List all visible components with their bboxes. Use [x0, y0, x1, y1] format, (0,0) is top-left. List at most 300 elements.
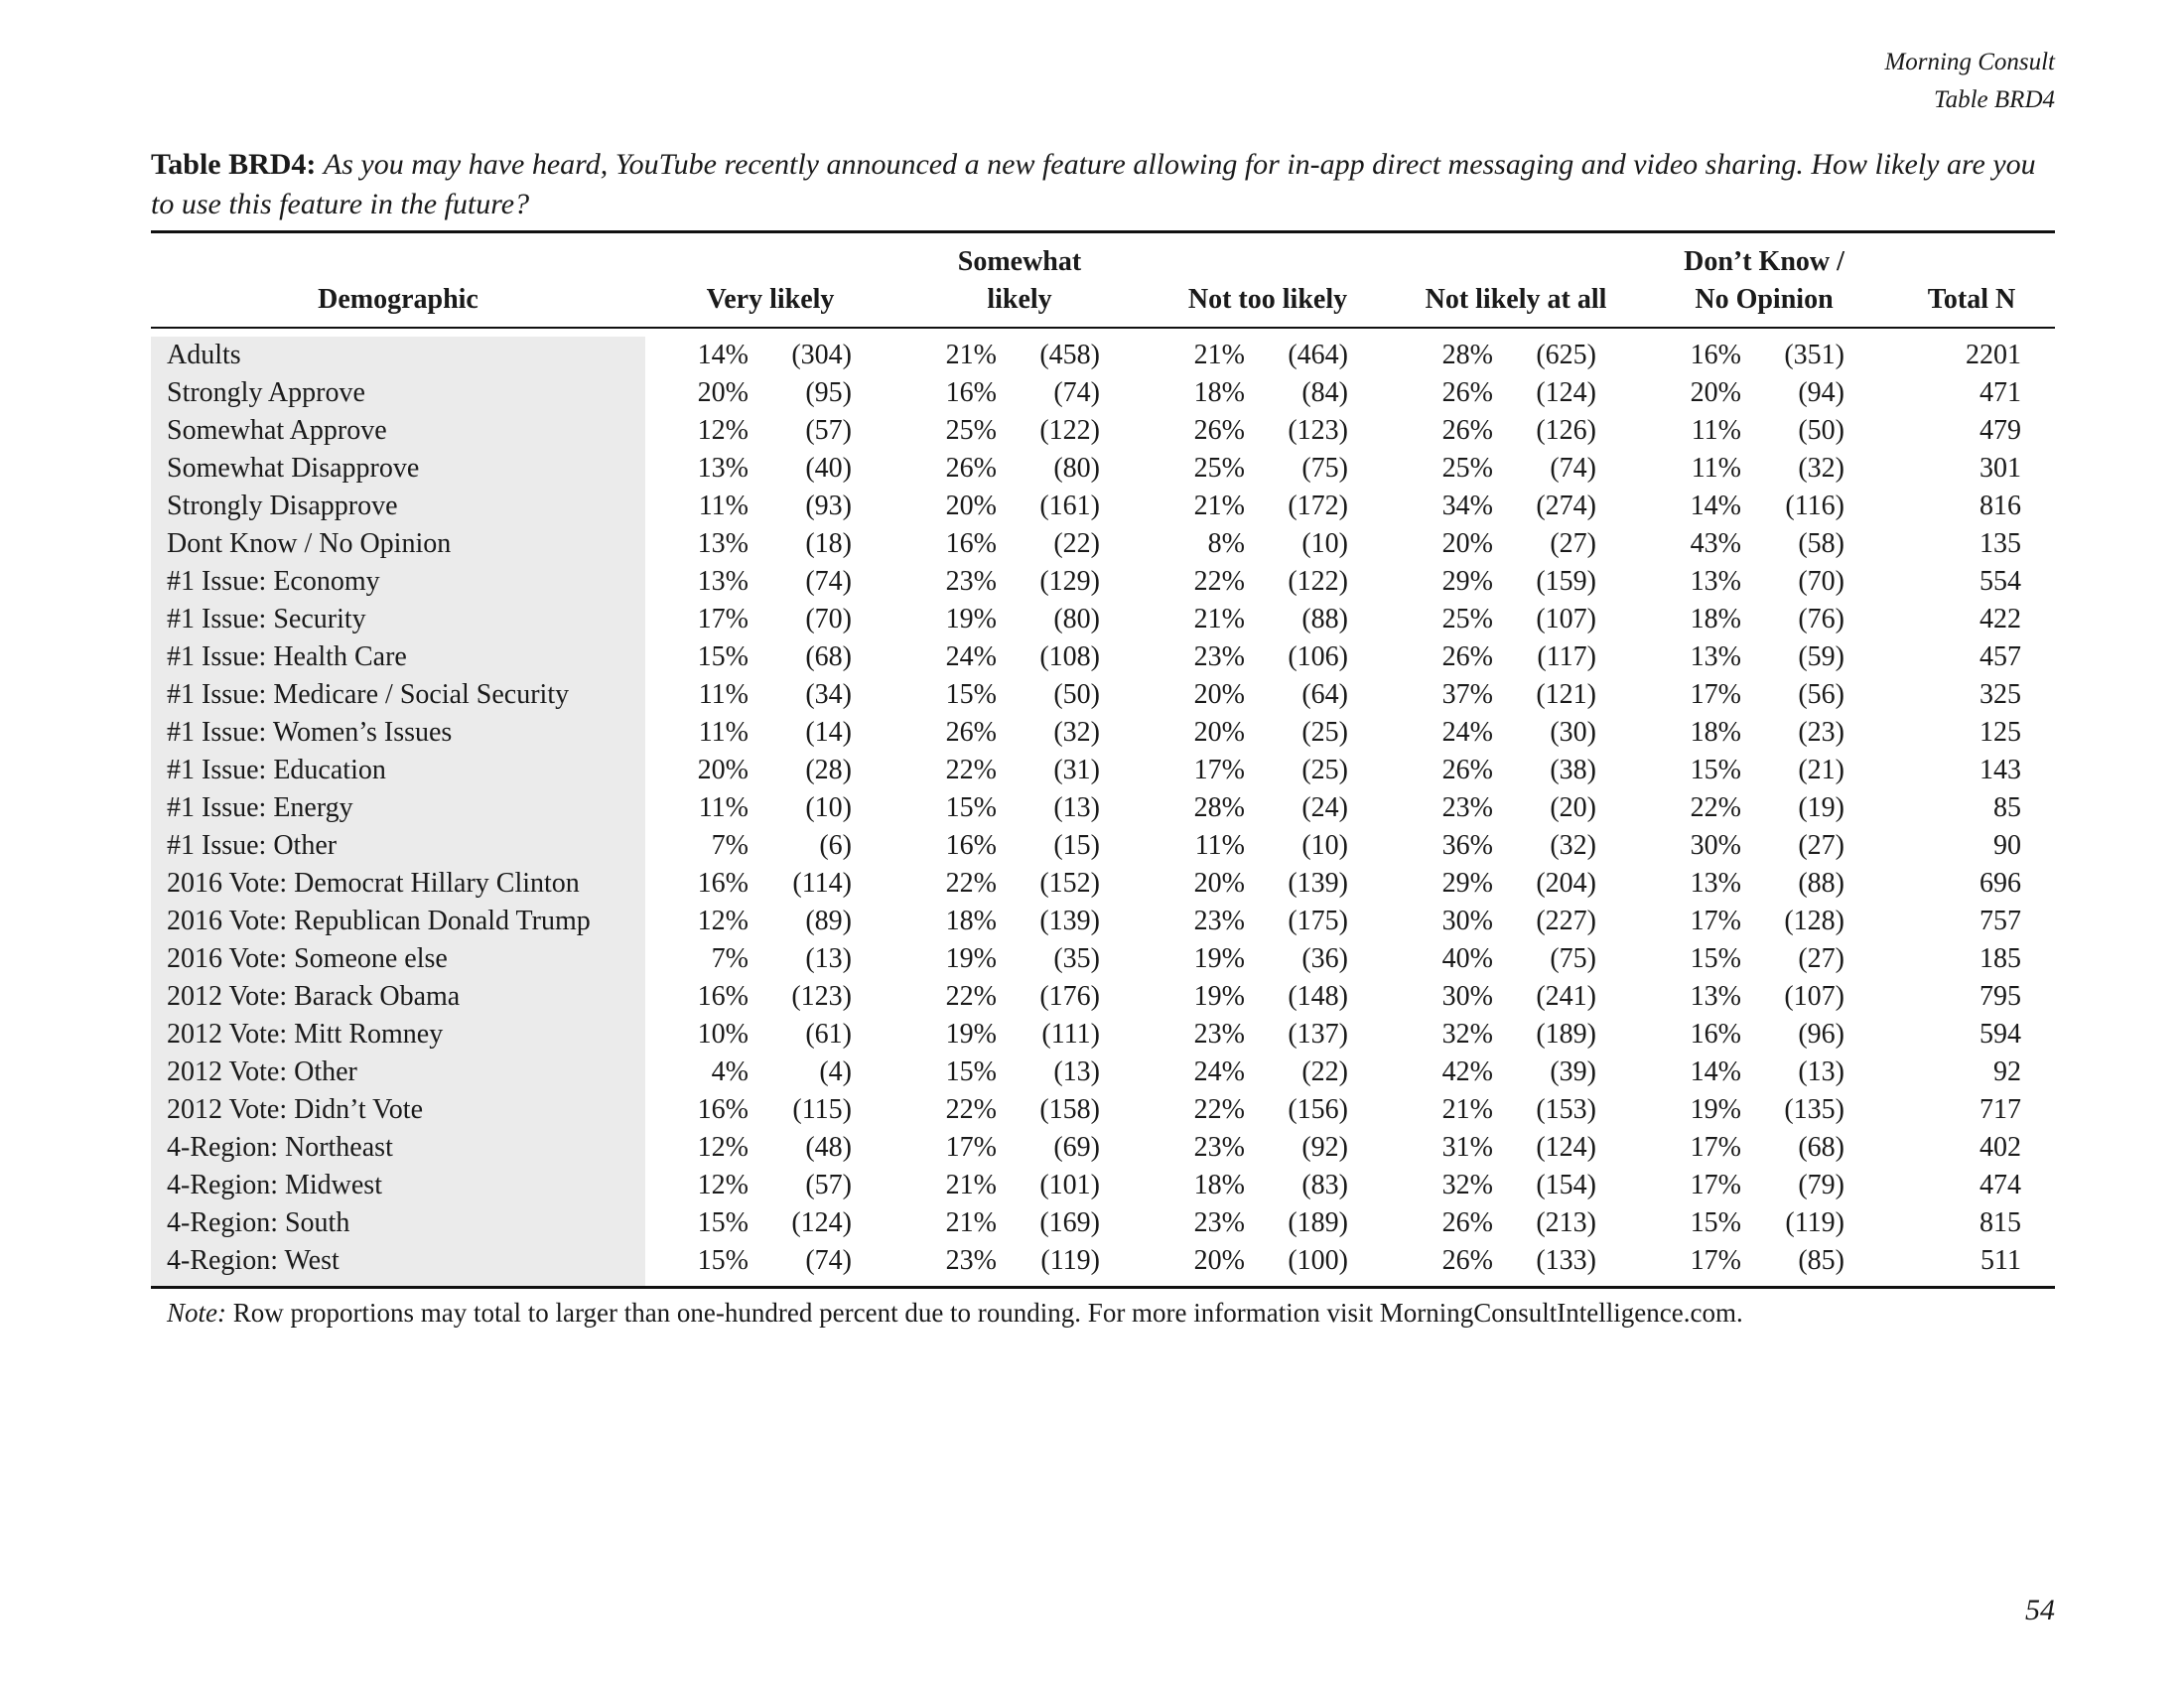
cell-not-too-likely-n: (25)	[1301, 755, 1348, 785]
row-demographic: #1 Issue: Women’s Issues	[151, 714, 645, 752]
cell-dont-know-n: (19)	[1798, 792, 1844, 823]
cell-dont-know-n: (32)	[1798, 453, 1844, 484]
cell-total-n: 594	[1979, 1019, 2021, 1050]
row-demographic: #1 Issue: Other	[151, 827, 645, 865]
cell-dont-know-pct: 15%	[1690, 943, 1741, 974]
cell-not-likely-at-all-n: (27)	[1550, 528, 1596, 559]
cell-not-too-likely-n: (84)	[1301, 377, 1348, 408]
cell-total-n: 135	[1979, 528, 2021, 559]
cell-dont-know-pct: 13%	[1690, 641, 1741, 672]
cell-dont-know-n: (88)	[1798, 868, 1844, 899]
cell-not-likely-at-all-n: (241)	[1536, 981, 1596, 1012]
cell-dont-know-pct: 17%	[1690, 1170, 1741, 1200]
header-table-id: Table BRD4	[1934, 86, 2055, 113]
table-row	[151, 488, 2055, 525]
cell-somewhat-likely-pct: 21%	[945, 340, 997, 370]
cell-not-too-likely-n: (88)	[1301, 604, 1348, 634]
cell-not-too-likely-n: (139)	[1288, 868, 1348, 899]
cell-somewhat-likely-n: (50)	[1053, 679, 1100, 710]
cell-not-likely-at-all-n: (133)	[1536, 1245, 1596, 1276]
cell-somewhat-likely-pct: 26%	[945, 717, 997, 748]
cell-somewhat-likely-n: (111)	[1041, 1019, 1100, 1050]
cell-not-too-likely-pct: 23%	[1193, 1207, 1245, 1238]
table-row	[151, 1204, 2055, 1242]
cell-very-likely-pct: 12%	[697, 415, 749, 446]
cell-dont-know-pct: 15%	[1690, 755, 1741, 785]
row-demographic: 2012 Vote: Other	[151, 1054, 645, 1091]
cell-very-likely-pct: 11%	[698, 792, 749, 823]
cell-dont-know-pct: 17%	[1690, 1245, 1741, 1276]
col-header-demographic: Demographic	[151, 239, 645, 328]
cell-not-likely-at-all-n: (39)	[1550, 1056, 1596, 1087]
cell-not-too-likely-n: (100)	[1288, 1245, 1348, 1276]
table-row	[151, 525, 2055, 563]
table-row	[151, 563, 2055, 601]
cell-somewhat-likely-pct: 21%	[945, 1170, 997, 1200]
cell-total-n: 479	[1979, 415, 2021, 446]
row-demographic: Adults	[151, 337, 645, 374]
cell-very-likely-pct: 7%	[711, 830, 749, 861]
cell-dont-know-n: (116)	[1785, 491, 1844, 521]
cell-dont-know-pct: 13%	[1690, 566, 1741, 597]
cell-very-likely-n: (4)	[819, 1056, 852, 1087]
cell-not-likely-at-all-n: (153)	[1536, 1094, 1596, 1125]
cell-dont-know-pct: 14%	[1690, 1056, 1741, 1087]
cell-dont-know-n: (94)	[1798, 377, 1844, 408]
cell-somewhat-likely-n: (32)	[1053, 717, 1100, 748]
cell-not-too-likely-pct: 21%	[1193, 340, 1245, 370]
cell-dont-know-n: (107)	[1784, 981, 1844, 1012]
row-demographic: #1 Issue: Energy	[151, 789, 645, 827]
cell-somewhat-likely-pct: 18%	[945, 906, 997, 936]
table-row	[151, 337, 2055, 374]
cell-not-too-likely-pct: 23%	[1193, 1019, 1245, 1050]
page-number: 54	[2025, 1594, 2055, 1626]
cell-dont-know-pct: 16%	[1690, 1019, 1741, 1050]
row-demographic: #1 Issue: Economy	[151, 563, 645, 601]
cell-total-n: 757	[1979, 906, 2021, 936]
cell-not-likely-at-all-pct: 26%	[1441, 377, 1493, 408]
cell-somewhat-likely-pct: 23%	[945, 1245, 997, 1276]
cell-not-too-likely-pct: 23%	[1193, 1132, 1245, 1163]
cell-not-too-likely-n: (10)	[1301, 830, 1348, 861]
cell-very-likely-n: (115)	[792, 1094, 852, 1125]
cell-somewhat-likely-n: (108)	[1039, 641, 1100, 672]
cell-somewhat-likely-n: (80)	[1053, 604, 1100, 634]
cell-not-likely-at-all-pct: 32%	[1441, 1170, 1493, 1200]
cell-very-likely-n: (10)	[805, 792, 852, 823]
col-header-not-likely-at-all: Not likely at all	[1392, 239, 1640, 328]
cell-somewhat-likely-pct: 23%	[945, 566, 997, 597]
cell-somewhat-likely-n: (31)	[1053, 755, 1100, 785]
cell-very-likely-pct: 14%	[697, 340, 749, 370]
cell-very-likely-n: (95)	[805, 377, 852, 408]
cell-not-likely-at-all-n: (126)	[1536, 415, 1596, 446]
cell-not-likely-at-all-n: (107)	[1536, 604, 1596, 634]
cell-dont-know-n: (59)	[1798, 641, 1844, 672]
cell-somewhat-likely-n: (139)	[1039, 906, 1100, 936]
cell-very-likely-n: (114)	[792, 868, 852, 899]
cell-not-likely-at-all-n: (213)	[1536, 1207, 1596, 1238]
cell-not-too-likely-pct: 8%	[1207, 528, 1245, 559]
cell-not-too-likely-n: (123)	[1288, 415, 1348, 446]
cell-not-likely-at-all-n: (20)	[1550, 792, 1596, 823]
cell-somewhat-likely-n: (122)	[1039, 415, 1100, 446]
cell-not-too-likely-n: (75)	[1301, 453, 1348, 484]
cell-dont-know-pct: 30%	[1690, 830, 1741, 861]
row-demographic: Strongly Disapprove	[151, 488, 645, 525]
cell-not-too-likely-n: (189)	[1288, 1207, 1348, 1238]
cell-very-likely-n: (74)	[805, 1245, 852, 1276]
cell-not-too-likely-pct: 20%	[1193, 1245, 1245, 1276]
cell-very-likely-n: (18)	[805, 528, 852, 559]
cell-not-too-likely-pct: 28%	[1193, 792, 1245, 823]
cell-very-likely-pct: 10%	[697, 1019, 749, 1050]
table-row	[151, 601, 2055, 638]
cell-dont-know-n: (56)	[1798, 679, 1844, 710]
cell-somewhat-likely-n: (176)	[1039, 981, 1100, 1012]
row-demographic: 4-Region: Northeast	[151, 1129, 645, 1167]
caption-question: As you may have heard, YouTube recently announced a new feature allowing for in-app direct messaging and video sharing. How likely are you to use this feature in the future?	[151, 148, 2036, 220]
cell-total-n: 554	[1979, 566, 2021, 597]
cell-not-likely-at-all-n: (74)	[1550, 453, 1596, 484]
cell-not-too-likely-n: (137)	[1288, 1019, 1348, 1050]
cell-not-likely-at-all-pct: 40%	[1441, 943, 1493, 974]
table-row	[151, 752, 2055, 789]
cell-not-too-likely-pct: 22%	[1193, 1094, 1245, 1125]
cell-not-too-likely-pct: 19%	[1193, 981, 1245, 1012]
row-demographic: 4-Region: West	[151, 1242, 645, 1288]
table-row	[151, 638, 2055, 676]
cell-somewhat-likely-n: (152)	[1039, 868, 1100, 899]
row-demographic: 2012 Vote: Didn’t Vote	[151, 1091, 645, 1129]
col-header-somewhat-likely	[895, 239, 1144, 328]
cell-very-likely-n: (68)	[805, 641, 852, 672]
cell-somewhat-likely-n: (15)	[1053, 830, 1100, 861]
table-row	[151, 450, 2055, 488]
row-demographic: 2012 Vote: Mitt Romney	[151, 1016, 645, 1054]
col-header-somewhat-likely-line1: Somewhat	[957, 246, 1082, 277]
cell-not-too-likely-pct: 18%	[1193, 377, 1245, 408]
cell-somewhat-likely-pct: 24%	[945, 641, 997, 672]
cell-very-likely-pct: 15%	[697, 641, 749, 672]
cell-somewhat-likely-n: (169)	[1039, 1207, 1100, 1238]
table-body	[151, 328, 2055, 1288]
cell-somewhat-likely-pct: 22%	[945, 868, 997, 899]
cell-total-n: 402	[1979, 1132, 2021, 1163]
cell-somewhat-likely-n: (458)	[1039, 340, 1100, 370]
cell-not-too-likely-n: (148)	[1288, 981, 1348, 1012]
row-demographic: Strongly Approve	[151, 374, 645, 412]
note-label: Note:	[167, 1298, 226, 1328]
cell-somewhat-likely-n: (161)	[1039, 491, 1100, 521]
cell-somewhat-likely-n: (158)	[1039, 1094, 1100, 1125]
cell-somewhat-likely-n: (119)	[1040, 1245, 1100, 1276]
table-row	[151, 1167, 2055, 1204]
cell-somewhat-likely-n: (13)	[1053, 792, 1100, 823]
cell-dont-know-n: (96)	[1798, 1019, 1844, 1050]
cell-not-likely-at-all-pct: 30%	[1441, 981, 1493, 1012]
cell-not-too-likely-n: (122)	[1288, 566, 1348, 597]
table-row	[151, 865, 2055, 903]
cell-not-likely-at-all-n: (30)	[1550, 717, 1596, 748]
crosstab-table-container	[151, 230, 2055, 1333]
row-demographic: 2016 Vote: Democrat Hillary Clinton	[151, 865, 645, 903]
cell-total-n: 125	[1979, 717, 2021, 748]
cell-dont-know-pct: 22%	[1690, 792, 1741, 823]
cell-somewhat-likely-pct: 16%	[945, 528, 997, 559]
cell-dont-know-pct: 13%	[1690, 981, 1741, 1012]
cell-not-likely-at-all-pct: 28%	[1441, 340, 1493, 370]
cell-not-too-likely-n: (172)	[1288, 491, 1348, 521]
cell-not-likely-at-all-n: (38)	[1550, 755, 1596, 785]
cell-very-likely-pct: 11%	[698, 491, 749, 521]
row-demographic: #1 Issue: Health Care	[151, 638, 645, 676]
cell-dont-know-n: (128)	[1784, 906, 1844, 936]
cell-dont-know-n: (85)	[1798, 1245, 1844, 1276]
cell-not-too-likely-n: (464)	[1288, 340, 1348, 370]
cell-dont-know-pct: 15%	[1690, 1207, 1741, 1238]
cell-not-too-likely-pct: 20%	[1193, 868, 1245, 899]
cell-not-likely-at-all-pct: 29%	[1441, 566, 1493, 597]
cell-total-n: 471	[1979, 377, 2021, 408]
cell-somewhat-likely-n: (22)	[1053, 528, 1100, 559]
table-row	[151, 1129, 2055, 1167]
header-org: Morning Consult	[1884, 49, 2055, 75]
column-header-row	[151, 239, 2055, 328]
cell-not-likely-at-all-n: (124)	[1536, 1132, 1596, 1163]
cell-not-likely-at-all-n: (121)	[1536, 679, 1596, 710]
cell-not-too-likely-pct: 22%	[1193, 566, 1245, 597]
cell-very-likely-pct: 13%	[697, 528, 749, 559]
cell-not-likely-at-all-n: (32)	[1550, 830, 1596, 861]
table-caption	[151, 145, 2057, 224]
cell-not-too-likely-n: (106)	[1288, 641, 1348, 672]
col-header-somewhat-likely-line2: likely	[987, 284, 1052, 315]
cell-not-too-likely-pct: 23%	[1193, 641, 1245, 672]
cell-not-likely-at-all-pct: 20%	[1441, 528, 1493, 559]
row-demographic: 2016 Vote: Republican Donald Trump	[151, 903, 645, 940]
cell-somewhat-likely-n: (74)	[1053, 377, 1100, 408]
table-row	[151, 978, 2055, 1016]
cell-not-likely-at-all-pct: 24%	[1441, 717, 1493, 748]
table-row	[151, 827, 2055, 865]
cell-total-n: 422	[1979, 604, 2021, 634]
cell-not-too-likely-n: (36)	[1301, 943, 1348, 974]
page-header	[1884, 44, 2055, 119]
cell-not-too-likely-n: (92)	[1301, 1132, 1348, 1163]
cell-somewhat-likely-pct: 20%	[945, 491, 997, 521]
cell-dont-know-pct: 17%	[1690, 1132, 1741, 1163]
cell-very-likely-pct: 20%	[697, 377, 749, 408]
cell-not-too-likely-n: (22)	[1301, 1056, 1348, 1087]
cell-not-likely-at-all-n: (189)	[1536, 1019, 1596, 1050]
cell-not-too-likely-pct: 24%	[1193, 1056, 1245, 1087]
cell-very-likely-pct: 12%	[697, 1170, 749, 1200]
cell-not-likely-at-all-pct: 25%	[1441, 604, 1493, 634]
table-row	[151, 1054, 2055, 1091]
cell-not-likely-at-all-n: (625)	[1536, 340, 1596, 370]
cell-very-likely-n: (304)	[791, 340, 852, 370]
cell-very-likely-n: (14)	[805, 717, 852, 748]
row-demographic: #1 Issue: Security	[151, 601, 645, 638]
cell-not-likely-at-all-pct: 26%	[1441, 641, 1493, 672]
cell-not-too-likely-pct: 18%	[1193, 1170, 1245, 1200]
cell-not-likely-at-all-n: (154)	[1536, 1170, 1596, 1200]
cell-very-likely-pct: 20%	[697, 755, 749, 785]
cell-very-likely-n: (57)	[805, 415, 852, 446]
cell-very-likely-pct: 16%	[697, 868, 749, 899]
cell-very-likely-pct: 17%	[697, 604, 749, 634]
note-text: Row proportions may total to larger than one-hundred percent due to rounding. For more information visit MorningConsultIntelligence.com.	[232, 1298, 1743, 1328]
cell-not-too-likely-n: (10)	[1301, 528, 1348, 559]
cell-total-n: 2201	[1966, 340, 2021, 370]
cell-dont-know-n: (70)	[1798, 566, 1844, 597]
cell-dont-know-pct: 18%	[1690, 604, 1741, 634]
table-note-row	[151, 1288, 2055, 1334]
col-header-dont-know-line2: No Opinion	[1695, 284, 1834, 315]
cell-not-likely-at-all-pct: 30%	[1441, 906, 1493, 936]
crosstab-table	[151, 230, 2055, 1333]
cell-total-n: 185	[1979, 943, 2021, 974]
cell-somewhat-likely-pct: 19%	[945, 943, 997, 974]
cell-very-likely-n: (70)	[805, 604, 852, 634]
cell-very-likely-n: (123)	[791, 981, 852, 1012]
table-row	[151, 940, 2055, 978]
cell-not-likely-at-all-pct: 31%	[1441, 1132, 1493, 1163]
cell-very-likely-n: (6)	[819, 830, 852, 861]
cell-very-likely-n: (28)	[805, 755, 852, 785]
cell-dont-know-n: (27)	[1798, 943, 1844, 974]
col-header-very-likely: Very likely	[645, 239, 895, 328]
cell-dont-know-n: (13)	[1798, 1056, 1844, 1087]
cell-very-likely-pct: 16%	[697, 1094, 749, 1125]
cell-dont-know-pct: 19%	[1690, 1094, 1741, 1125]
cell-total-n: 795	[1979, 981, 2021, 1012]
cell-somewhat-likely-n: (35)	[1053, 943, 1100, 974]
caption-label: Table BRD4:	[151, 148, 317, 181]
cell-not-too-likely-pct: 26%	[1193, 415, 1245, 446]
col-header-total-n: Total N	[1888, 239, 2055, 328]
cell-dont-know-n: (68)	[1798, 1132, 1844, 1163]
cell-somewhat-likely-pct: 22%	[945, 755, 997, 785]
cell-not-too-likely-pct: 11%	[1194, 830, 1245, 861]
cell-dont-know-pct: 16%	[1690, 340, 1741, 370]
cell-somewhat-likely-pct: 22%	[945, 981, 997, 1012]
cell-dont-know-n: (50)	[1798, 415, 1844, 446]
cell-somewhat-likely-pct: 25%	[945, 415, 997, 446]
cell-not-likely-at-all-pct: 36%	[1441, 830, 1493, 861]
cell-somewhat-likely-pct: 15%	[945, 792, 997, 823]
cell-dont-know-pct: 17%	[1690, 679, 1741, 710]
cell-total-n: 90	[1993, 830, 2021, 861]
cell-somewhat-likely-n: (80)	[1053, 453, 1100, 484]
cell-very-likely-pct: 12%	[697, 906, 749, 936]
cell-dont-know-n: (23)	[1798, 717, 1844, 748]
cell-not-too-likely-n: (83)	[1301, 1170, 1348, 1200]
cell-dont-know-pct: 14%	[1690, 491, 1741, 521]
cell-dont-know-n: (21)	[1798, 755, 1844, 785]
col-header-dont-know	[1640, 239, 1888, 328]
table-row	[151, 1016, 2055, 1054]
cell-very-likely-n: (124)	[791, 1207, 852, 1238]
cell-very-likely-pct: 15%	[697, 1245, 749, 1276]
cell-very-likely-n: (74)	[805, 566, 852, 597]
cell-dont-know-n: (79)	[1798, 1170, 1844, 1200]
col-header-dont-know-line1: Don’t Know /	[1684, 246, 1844, 277]
cell-total-n: 696	[1979, 868, 2021, 899]
cell-somewhat-likely-pct: 17%	[945, 1132, 997, 1163]
cell-not-too-likely-n: (25)	[1301, 717, 1348, 748]
cell-very-likely-pct: 12%	[697, 1132, 749, 1163]
cell-not-likely-at-all-pct: 37%	[1441, 679, 1493, 710]
cell-total-n: 85	[1993, 792, 2021, 823]
cell-dont-know-n: (351)	[1784, 340, 1844, 370]
cell-very-likely-n: (61)	[805, 1019, 852, 1050]
cell-not-likely-at-all-n: (204)	[1536, 868, 1596, 899]
cell-dont-know-pct: 43%	[1690, 528, 1741, 559]
table-row	[151, 903, 2055, 940]
cell-not-too-likely-pct: 21%	[1193, 491, 1245, 521]
cell-total-n: 143	[1979, 755, 2021, 785]
cell-not-too-likely-pct: 23%	[1193, 906, 1245, 936]
cell-not-likely-at-all-n: (75)	[1550, 943, 1596, 974]
cell-total-n: 301	[1979, 453, 2021, 484]
cell-dont-know-pct: 17%	[1690, 906, 1741, 936]
cell-total-n: 816	[1979, 491, 2021, 521]
cell-not-likely-at-all-pct: 26%	[1441, 1245, 1493, 1276]
cell-very-likely-n: (13)	[805, 943, 852, 974]
row-demographic: #1 Issue: Medicare / Social Security	[151, 676, 645, 714]
cell-not-likely-at-all-pct: 21%	[1441, 1094, 1493, 1125]
cell-very-likely-pct: 11%	[698, 717, 749, 748]
cell-not-likely-at-all-pct: 29%	[1441, 868, 1493, 899]
cell-total-n: 474	[1979, 1170, 2021, 1200]
cell-not-too-likely-pct: 20%	[1193, 679, 1245, 710]
cell-very-likely-pct: 4%	[711, 1056, 749, 1087]
cell-not-too-likely-n: (156)	[1288, 1094, 1348, 1125]
cell-dont-know-pct: 18%	[1690, 717, 1741, 748]
cell-very-likely-n: (34)	[805, 679, 852, 710]
cell-total-n: 457	[1979, 641, 2021, 672]
cell-somewhat-likely-n: (13)	[1053, 1056, 1100, 1087]
row-demographic: 2016 Vote: Someone else	[151, 940, 645, 978]
row-demographic: #1 Issue: Education	[151, 752, 645, 789]
cell-not-likely-at-all-n: (124)	[1536, 377, 1596, 408]
row-demographic: Somewhat Disapprove	[151, 450, 645, 488]
cell-not-too-likely-n: (64)	[1301, 679, 1348, 710]
cell-not-too-likely-pct: 25%	[1193, 453, 1245, 484]
cell-not-likely-at-all-n: (274)	[1536, 491, 1596, 521]
cell-not-too-likely-n: (175)	[1288, 906, 1348, 936]
cell-somewhat-likely-pct: 19%	[945, 1019, 997, 1050]
cell-dont-know-n: (119)	[1785, 1207, 1844, 1238]
cell-somewhat-likely-pct: 15%	[945, 679, 997, 710]
cell-dont-know-pct: 11%	[1691, 415, 1741, 446]
table-note	[151, 1288, 2055, 1334]
cell-not-too-likely-pct: 21%	[1193, 604, 1245, 634]
cell-not-too-likely-pct: 20%	[1193, 717, 1245, 748]
col-header-not-too-likely: Not too likely	[1144, 239, 1392, 328]
cell-very-likely-n: (48)	[805, 1132, 852, 1163]
cell-not-likely-at-all-pct: 42%	[1441, 1056, 1493, 1087]
cell-very-likely-pct: 7%	[711, 943, 749, 974]
cell-somewhat-likely-n: (101)	[1039, 1170, 1100, 1200]
table-row	[151, 412, 2055, 450]
cell-total-n: 815	[1979, 1207, 2021, 1238]
cell-somewhat-likely-pct: 26%	[945, 453, 997, 484]
cell-somewhat-likely-n: (129)	[1039, 566, 1100, 597]
